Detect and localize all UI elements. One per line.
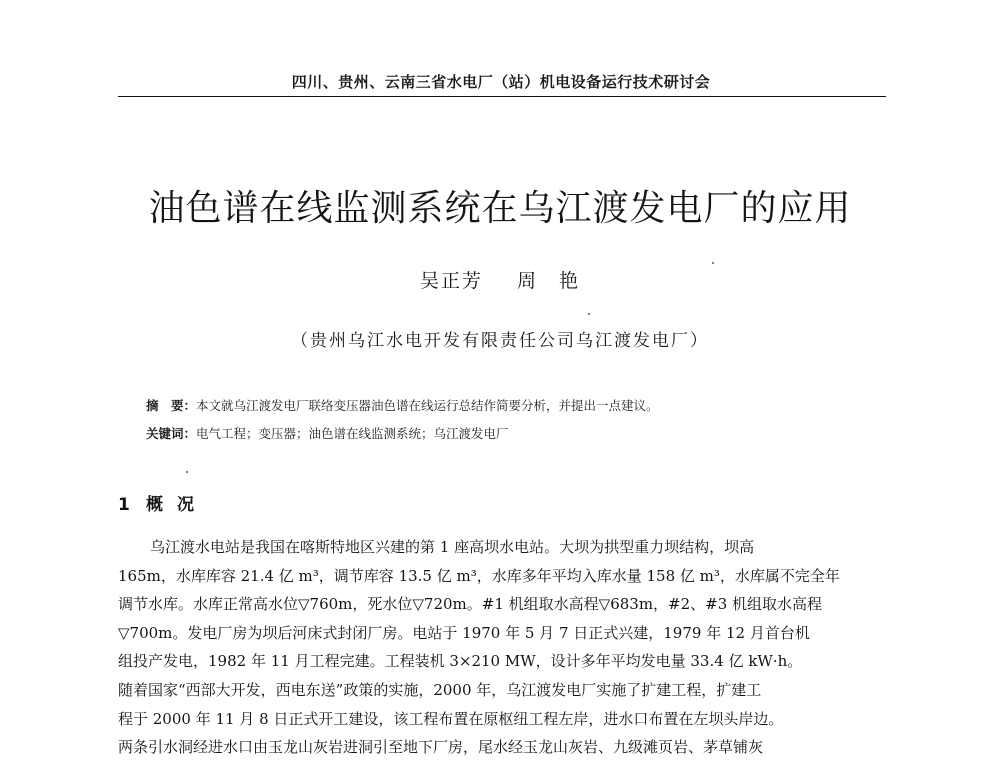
scan-speck bbox=[712, 262, 714, 264]
body-line: 165m，水库库容 21.4 亿 m³，调节库容 13.5 亿 m³，水库多年平均入库水量 158 亿 m³，水库属不完全年 bbox=[118, 566, 840, 585]
body-paragraph bbox=[118, 533, 886, 762]
header-rule bbox=[118, 96, 886, 97]
affiliation: （贵州乌江水电开发有限责任公司乌江渡发电厂） bbox=[291, 331, 709, 351]
scan-speck bbox=[588, 313, 590, 315]
keywords-text: 电气工程；变压器；油色谱在线监测系统；乌江渡发电厂 bbox=[196, 426, 509, 441]
scan-speck bbox=[186, 471, 188, 473]
body-line: 组投产发电，1982 年 11 月工程完建。工程装机 3×210 MW，设计多年平均发电量 33.4 亿 kW·h。 bbox=[118, 652, 803, 671]
keywords-label: 关键词： bbox=[146, 426, 197, 441]
abstract-text: 本文就乌江渡发电厂联络变压器油色谱在线运行总结作简要分析，并提出一点建议。 bbox=[196, 398, 659, 413]
section-heading bbox=[118, 490, 208, 515]
body-line: 乌江渡水电站是我国在喀斯特地区兴建的第 1 座高坝水电站。大坝为拱型重力坝结构，坝高 bbox=[150, 538, 755, 556]
section-title: 概况 bbox=[146, 495, 208, 515]
body-line: 随着国家“西部大开发，西电东送”政策的实施，2000 年，乌江渡发电厂实施了扩建工程，扩建工 bbox=[118, 680, 762, 699]
paper-title: 油色谱在线监测系统在乌江渡发电厂的应用 bbox=[148, 188, 852, 229]
abstract bbox=[146, 392, 886, 420]
authors bbox=[0, 266, 1000, 293]
author-1: 吴正芳 bbox=[419, 270, 483, 292]
body-line: 调节水库。水库正常高水位▽760m，死水位▽720m。#1 机组取水高程▽683m，#2、#3 机组取水高程 bbox=[118, 595, 823, 614]
author-2: 周 艳 bbox=[517, 270, 581, 292]
body-line: 程于 2000 年 11 月 8 日正式开工建设，该工程布置在原枢纽工程左岸，进水口布置在左坝头岸边。 bbox=[118, 709, 784, 728]
body-line: ▽700m。发电厂房为坝后河床式封闭厂房。电站于 1970 年 5 月 7 日正式兴建，1979 年 12 月首台机 bbox=[118, 623, 810, 642]
body-line: 两条引水洞经进水口由玉龙山灰岩进洞引至地下厂房，尾水经玉龙山灰岩、九级滩页岩、茅草铺灰 bbox=[118, 738, 764, 757]
abstract-label: 摘 要： bbox=[146, 398, 197, 413]
abstract-block bbox=[146, 392, 886, 448]
section-number: 1 bbox=[118, 495, 130, 515]
running-header: 四川、贵州、云南三省水电厂（站）机电设备运行技术研讨会 bbox=[291, 73, 711, 91]
keywords bbox=[146, 420, 886, 448]
